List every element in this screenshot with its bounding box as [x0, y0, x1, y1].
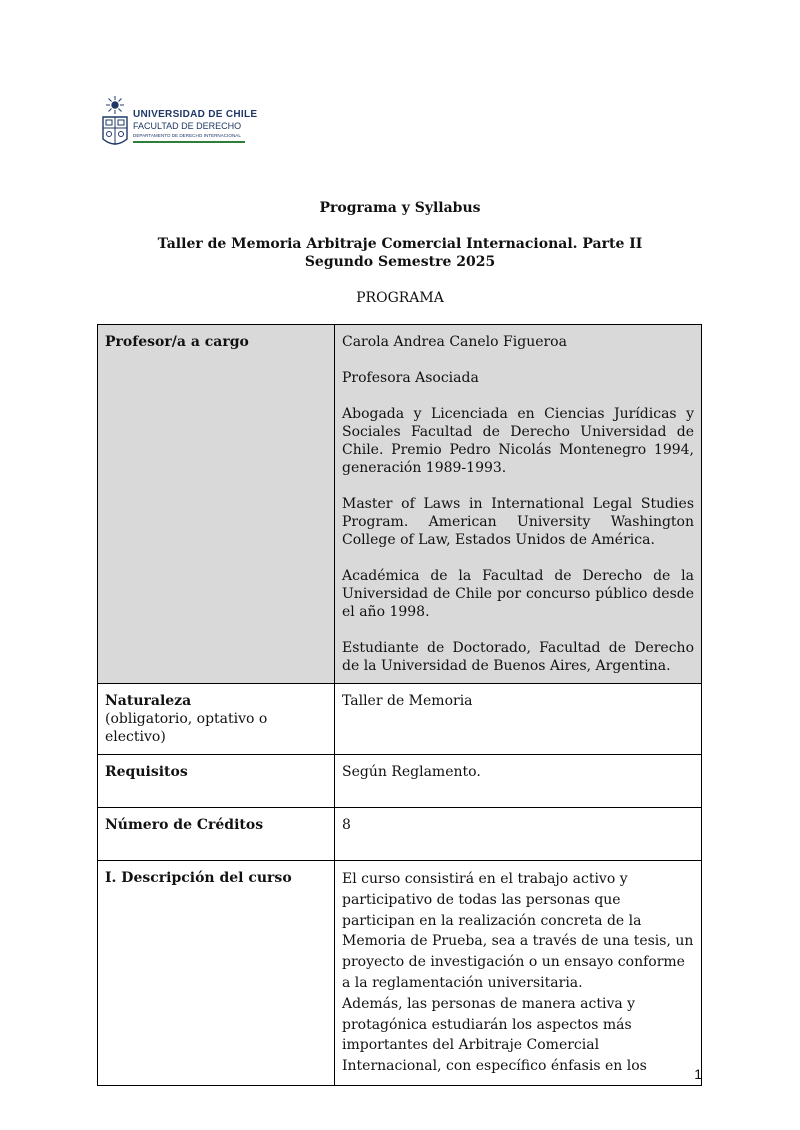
logo-divider [133, 141, 245, 143]
creditos-value: 8 [342, 817, 351, 833]
profesor-academic: Académica de la Facultad de Derecho de la Universidad de Chile por concurso público desde el año 1998. [342, 568, 694, 620]
value-cell [335, 325, 702, 684]
university-crest-icon [100, 95, 130, 151]
naturaleza-value: Taller de Memoria [342, 693, 473, 709]
profesor-label: Profesor/a a cargo [105, 334, 249, 350]
page-number: 1 [694, 1066, 702, 1082]
semester: Segundo Semestre 2025 [304, 254, 496, 270]
table-row-creditos [98, 808, 702, 861]
value-cell [335, 684, 702, 755]
table-row-requisitos [98, 755, 702, 808]
profesor-master: Master of Laws in International Legal Studies Program. American University Washington College of Law, Estados Unidos de América. [342, 496, 694, 548]
profesor-degree: Abogada y Licenciada en Ciencias Jurídicas y Sociales Facultad de Derecho Universidad de Chile. Premio Pedro Nicolás Montenegro 1994, generación 1989-1993. [342, 406, 694, 476]
value-cell [335, 755, 702, 808]
logo-faculty-name: FACULTAD DE DERECHO [133, 121, 242, 131]
table-row-descripcion [98, 861, 702, 1086]
label-cell [98, 861, 335, 1086]
section-title: PROGRAMA [356, 290, 444, 306]
requisitos-value: Según Reglamento. [342, 764, 481, 780]
creditos-label: Número de Créditos [105, 817, 264, 833]
label-cell [98, 684, 335, 755]
label-cell [98, 325, 335, 684]
profesor-rank: Profesora Asociada [342, 370, 479, 386]
logo-university-name: UNIVERSIDAD DE CHILE [133, 109, 258, 120]
profesor-name: Carola Andrea Canelo Figueroa [342, 334, 567, 350]
requisitos-label: Requisitos [105, 764, 188, 780]
naturaleza-label: Naturaleza [105, 693, 192, 709]
label-cell [98, 808, 335, 861]
table-row-profesor [98, 325, 702, 684]
descripcion-text-1: El curso consistirá en el trabajo activo y participativo de todas las personas que participan en la realización concreta de la Memoria de Prueba, sea a través de una tesis, un proyecto de investigación o un ensayo conforme a la reglamentación universitaria. [342, 871, 694, 991]
label-cell [98, 755, 335, 808]
university-logo [100, 95, 260, 151]
course-title: Taller de Memoria Arbitraje Comercial Internacional. Parte II [157, 236, 643, 252]
doc-title: Programa y Syllabus [319, 200, 481, 216]
logo-department-name: DEPARTAMENTO DE DERECHO INTERNACIONAL [133, 133, 241, 138]
profesor-doctorate: Estudiante de Doctorado, Facultad de Derecho de la Universidad de Buenos Aires, Argentina. [342, 640, 694, 674]
descripcion-label: I. Descripción del curso [105, 870, 292, 886]
descripcion-text-2: Además, las personas de manera activa y protagónica estudiarán los aspectos más importantes del Arbitraje Comercial Internacional, con específico énfasis en los [342, 995, 647, 1075]
program-table [97, 324, 702, 1086]
value-cell [335, 861, 702, 1086]
naturaleza-sublabel: (obligatorio, optativo o electivo) [105, 711, 268, 745]
table-row-naturaleza [98, 684, 702, 755]
value-cell [335, 808, 702, 861]
